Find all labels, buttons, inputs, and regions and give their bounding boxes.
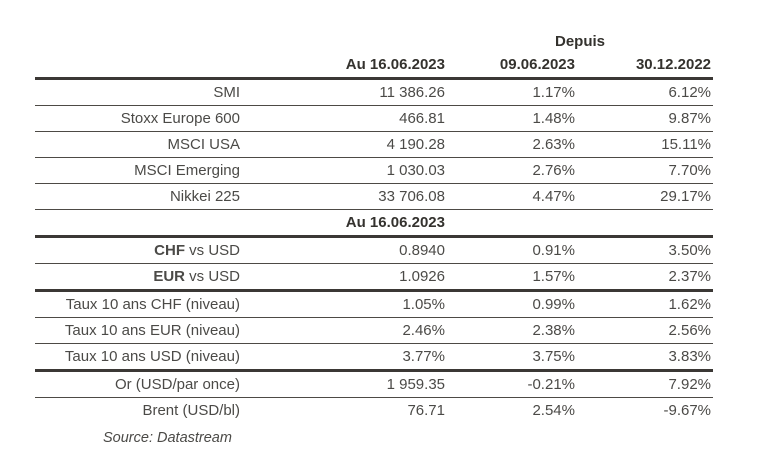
row-label-rest: vs USD xyxy=(184,268,240,285)
table-row xyxy=(35,398,713,424)
row-label xyxy=(35,237,245,264)
row-label: Or (USD/par once) xyxy=(35,371,245,398)
row-value: 15.11% xyxy=(577,132,713,158)
table-row xyxy=(35,371,713,398)
depuis-header-row xyxy=(35,30,713,52)
table-row xyxy=(35,237,713,264)
empty-cell xyxy=(245,30,447,52)
row-label: Taux 10 ans USD (niveau) xyxy=(35,344,245,371)
row-value: 76.71 xyxy=(407,402,445,419)
empty-cell xyxy=(35,30,245,52)
column-header-since-ytd: 30.12.2022 xyxy=(577,52,713,79)
row-value: 1.05% xyxy=(245,291,447,318)
row-label: MSCI Emerging xyxy=(35,158,245,184)
row-value: 2.46% xyxy=(245,318,447,344)
row-label xyxy=(35,264,245,291)
row-value: 1.0926 xyxy=(245,264,447,291)
row-value: 6.12% xyxy=(577,79,713,106)
row-value: 11 386.26 xyxy=(245,79,447,106)
column-header-date: Au 16.06.2023 xyxy=(245,52,447,79)
row-label: SMI xyxy=(35,79,245,106)
row-value: 2.38% xyxy=(447,318,577,344)
table-row xyxy=(35,264,713,291)
row-value: 1 959.35 xyxy=(245,371,447,398)
table-row xyxy=(35,79,713,106)
row-label-rest: vs USD xyxy=(184,242,240,259)
table-row xyxy=(35,106,713,132)
row-value: 7.70% xyxy=(577,158,713,184)
row-value: 29.17% xyxy=(577,184,713,210)
depuis-label: Depuis xyxy=(555,32,606,50)
empty-cell xyxy=(577,210,713,237)
row-value: 3.50% xyxy=(577,237,713,264)
row-value: 466.81 xyxy=(245,106,447,132)
empty-cell xyxy=(447,210,577,237)
table-row xyxy=(35,184,713,210)
row-value: 1.62% xyxy=(577,291,713,318)
row-value: 3.77% xyxy=(245,344,447,371)
row-value: 2.76% xyxy=(447,158,577,184)
market-data-table xyxy=(35,30,713,423)
row-value: 1.48% xyxy=(447,106,577,132)
row-label: Brent (USD/bl) xyxy=(142,402,240,419)
section-header-date: Au 16.06.2023 xyxy=(245,210,447,237)
row-value: 1.57% xyxy=(447,264,577,291)
row-value: 3.75% xyxy=(447,344,577,371)
row-value: 33 706.08 xyxy=(245,184,447,210)
section-header-row xyxy=(35,210,713,237)
row-value: 4 190.28 xyxy=(245,132,447,158)
row-value: 2.56% xyxy=(577,318,713,344)
table-row xyxy=(35,132,713,158)
row-label: Stoxx Europe 600 xyxy=(35,106,245,132)
row-value: 1.17% xyxy=(447,79,577,106)
row-value: 9.87% xyxy=(577,106,713,132)
column-header-since-week: 09.06.2023 xyxy=(447,52,577,79)
column-header-row xyxy=(35,52,713,79)
table-row xyxy=(35,318,713,344)
row-value: 2.54% xyxy=(532,402,575,419)
row-value: -9.67% xyxy=(663,402,712,419)
row-label: MSCI USA xyxy=(35,132,245,158)
table-row xyxy=(35,344,713,371)
empty-cell xyxy=(35,52,245,79)
row-value: 4.47% xyxy=(447,184,577,210)
row-label: Taux 10 ans EUR (niveau) xyxy=(35,318,245,344)
source-caption: Source: Datastream xyxy=(103,430,232,446)
market-table-container xyxy=(35,30,713,446)
row-label-bold: EUR xyxy=(153,268,185,285)
table-row xyxy=(35,291,713,318)
row-value: 2.63% xyxy=(447,132,577,158)
row-value: 0.8940 xyxy=(245,237,447,264)
row-value: 2.37% xyxy=(577,264,713,291)
row-value: 0.99% xyxy=(447,291,577,318)
row-value: 1 030.03 xyxy=(245,158,447,184)
row-value: 3.83% xyxy=(577,344,713,371)
row-value: 0.91% xyxy=(447,237,577,264)
row-label-bold: CHF xyxy=(154,242,185,259)
row-value: -0.21% xyxy=(447,371,577,398)
row-label: Nikkei 225 xyxy=(35,184,245,210)
table-row xyxy=(35,158,713,184)
row-label: Taux 10 ans CHF (niveau) xyxy=(35,291,245,318)
empty-cell xyxy=(35,210,245,237)
row-value: 7.92% xyxy=(577,371,713,398)
